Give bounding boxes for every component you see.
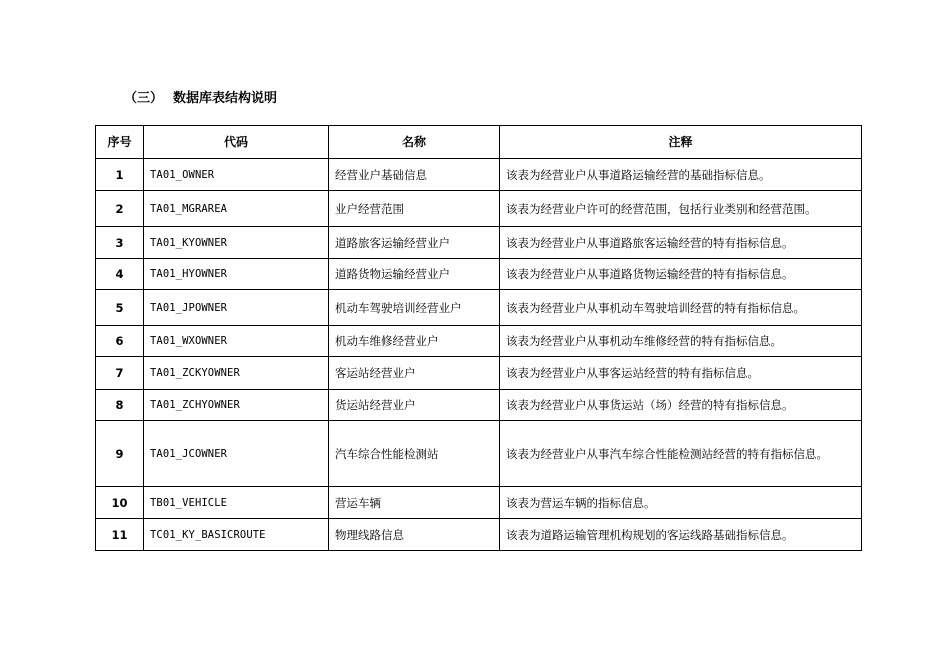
section-heading (124, 89, 277, 109)
row-code: TA01_MGRAREA (144, 191, 329, 227)
row-code: TA01_WXOWNER (144, 326, 329, 357)
row-name: 道路货物运输经营业户 (329, 259, 500, 290)
row-index: 2 (96, 191, 144, 227)
table-row (96, 159, 862, 191)
row-code: TA01_JPOWNER (144, 290, 329, 326)
header-note: 注释 (500, 126, 862, 159)
table-row (96, 487, 862, 519)
row-note: 该表为经营业户从事汽车综合性能检测站经营的特有指标信息。 (500, 421, 862, 487)
row-name: 道路旅客运输经营业户 (329, 227, 500, 259)
row-name: 货运站经营业户 (329, 390, 500, 421)
row-note: 该表为经营业户从事客运站经营的特有指标信息。 (500, 357, 862, 390)
section-title: 数据库表结构说明 (173, 91, 278, 106)
table-row (96, 421, 862, 487)
row-name: 经营业户基础信息 (329, 159, 500, 191)
row-note: 该表为经营业户从事道路货物运输经营的特有指标信息。 (500, 259, 862, 290)
row-index: 10 (96, 487, 144, 519)
row-name: 业户经营范围 (329, 191, 500, 227)
table-header-row (96, 126, 862, 159)
row-index: 3 (96, 227, 144, 259)
row-name: 机动车驾驶培训经营业户 (329, 290, 500, 326)
table-row (96, 326, 862, 357)
table-row (96, 519, 862, 551)
row-index: 8 (96, 390, 144, 421)
row-index: 1 (96, 159, 144, 191)
table-row (96, 227, 862, 259)
row-note: 该表为经营业户从事货运站（场）经营的特有指标信息。 (500, 390, 862, 421)
row-name: 客运站经营业户 (329, 357, 500, 390)
row-note: 该表为营运车辆的指标信息。 (500, 487, 862, 519)
row-code: TA01_ZCKYOWNER (144, 357, 329, 390)
row-name: 物理线路信息 (329, 519, 500, 551)
row-code: TC01_KY_BASICROUTE (144, 519, 329, 551)
row-index: 4 (96, 259, 144, 290)
table-row (96, 357, 862, 390)
row-name: 汽车综合性能检测站 (329, 421, 500, 487)
table-row (96, 259, 862, 290)
table-row (96, 290, 862, 326)
row-code: TA01_OWNER (144, 159, 329, 191)
row-note: 该表为经营业户许可的经营范围，包括行业类别和经营范围。 (500, 191, 862, 227)
header-code: 代码 (144, 126, 329, 159)
row-index: 9 (96, 421, 144, 487)
row-code: TB01_VEHICLE (144, 487, 329, 519)
section-number: （三） (124, 91, 164, 106)
schema-table (95, 125, 862, 551)
row-note: 该表为经营业户从事机动车维修经营的特有指标信息。 (500, 326, 862, 357)
row-note: 该表为经营业户从事机动车驾驶培训经营的特有指标信息。 (500, 290, 862, 326)
row-code: TA01_KYOWNER (144, 227, 329, 259)
table-row (96, 390, 862, 421)
header-name: 名称 (329, 126, 500, 159)
row-note: 该表为经营业户从事道路旅客运输经营的特有指标信息。 (500, 227, 862, 259)
row-code: TA01_HYOWNER (144, 259, 329, 290)
row-code: TA01_JCOWNER (144, 421, 329, 487)
row-index: 11 (96, 519, 144, 551)
row-index: 6 (96, 326, 144, 357)
row-note: 该表为经营业户从事道路运输经营的基础指标信息。 (500, 159, 862, 191)
header-index: 序号 (96, 126, 144, 159)
row-index: 5 (96, 290, 144, 326)
row-name: 机动车维修经营业户 (329, 326, 500, 357)
table-row (96, 191, 862, 227)
row-note: 该表为道路运输管理机构规划的客运线路基础指标信息。 (500, 519, 862, 551)
row-code: TA01_ZCHYOWNER (144, 390, 329, 421)
row-index: 7 (96, 357, 144, 390)
row-name: 营运车辆 (329, 487, 500, 519)
